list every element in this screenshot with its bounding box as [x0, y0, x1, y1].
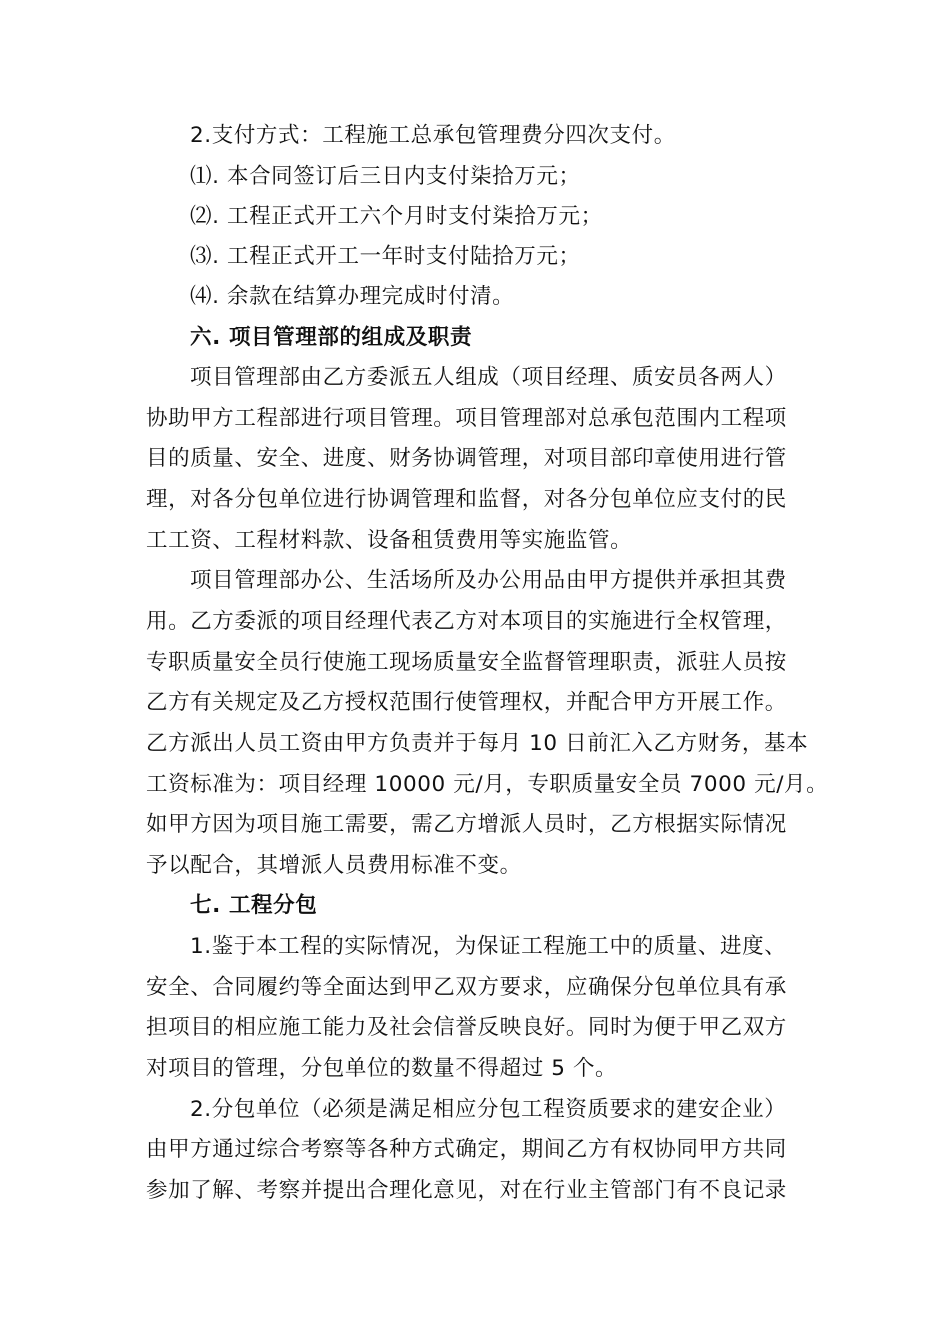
paragraph-line: 由甲方通过综合考察等各种方式确定，期间乙方有权协同甲方共同 [146, 1137, 787, 1162]
paragraph-line: 予以配合，其增派人员费用标准不变。 [146, 853, 522, 878]
payment-item-4: ⑷. 余款在结算办理完成时付清。 [190, 284, 515, 309]
payment-item-1: ⑴. 本合同签订后三日内支付柒拾万元； [190, 164, 581, 189]
paragraph-line: 安全、合同履约等全面达到甲乙双方要求，应确保分包单位具有承 [146, 975, 787, 1000]
paragraph-line: 乙方派出人员工资由甲方负责并于每月 10 日前汇入乙方财务，基本 [146, 731, 809, 756]
payment-item-2: ⑵. 工程正式开工六个月时支付柒拾万元； [190, 204, 603, 229]
section-heading-6: 六. 项目管理部的组成及职责 [190, 325, 473, 350]
paragraph-line: 对项目的管理，分包单位的数量不得超过 5 个。 [146, 1056, 618, 1081]
paragraph-line: 协助甲方工程部进行项目管理。项目管理部对总承包范围内工程项 [146, 406, 787, 431]
paragraph-line: 2.分包单位（必须是满足相应分包工程资质要求的建安企业） [190, 1097, 787, 1122]
paragraph-line: 乙方有关规定及乙方授权范围行使管理权，并配合甲方开展工作。 [146, 690, 787, 715]
paragraph-line: 工资标准为：项目经理 10000 元/月，专职质量安全员 7000 元/月。 [146, 772, 829, 797]
paragraph-line: 理，对各分包单位进行协调管理和监督，对各分包单位应支付的民 [146, 487, 787, 512]
paragraph-line: 专职质量安全员行使施工现场质量安全监督管理职责，派驻人员按 [146, 650, 787, 675]
paragraph-line: 参加了解、考察并提出合理化意见，对在行业主管部门有不良记录 [146, 1178, 787, 1203]
paragraph-line: 1.鉴于本工程的实际情况，为保证工程施工中的质量、进度、 [190, 934, 787, 959]
payment-method-line: 2.支付方式：工程施工总承包管理费分四次支付。 [190, 123, 676, 148]
paragraph-line: 项目管理部由乙方委派五人组成（项目经理、质安员各两人） [190, 365, 787, 390]
paragraph-line: 用。乙方委派的项目经理代表乙方对本项目的实施进行全权管理， [146, 609, 787, 634]
section-heading-7: 七. 工程分包 [190, 893, 318, 918]
paragraph-line: 担项目的相应施工能力及社会信誉反映良好。同时为便于甲乙双方 [146, 1015, 787, 1040]
paragraph-line: 如甲方因为项目施工需要，需乙方增派人员时，乙方根据实际情况 [146, 812, 787, 837]
payment-item-3: ⑶. 工程正式开工一年时支付陆拾万元； [190, 244, 581, 269]
paragraph-line: 工工资、工程材料款、设备租赁费用等实施监管。 [146, 528, 633, 553]
paragraph-line: 目的质量、安全、进度、财务协调管理，对项目部印章使用进行管 [146, 446, 787, 471]
paragraph-line: 项目管理部办公、生活场所及办公用品由甲方提供并承担其费 [190, 568, 787, 593]
